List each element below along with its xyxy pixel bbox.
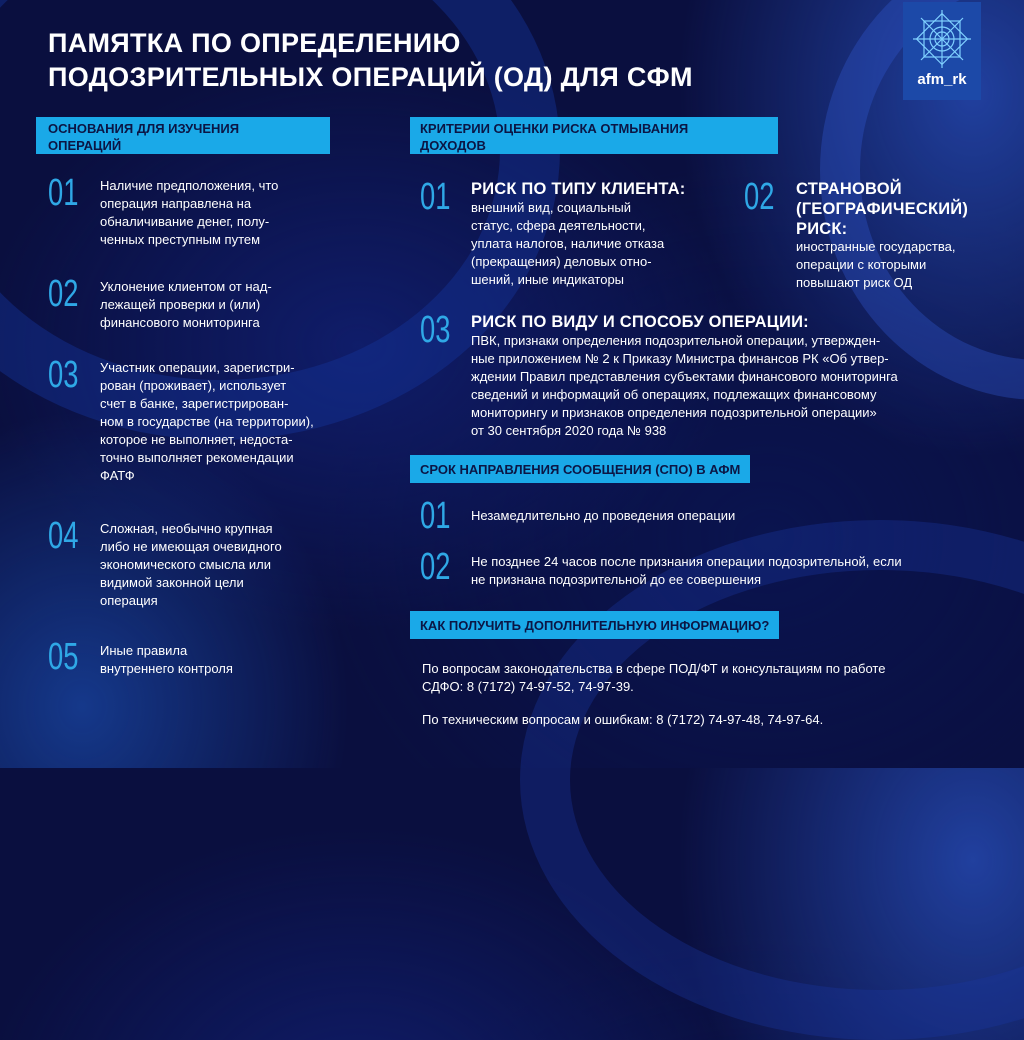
text-line: рован (проживает), использует xyxy=(100,378,287,393)
text-line: статус, сфера деятельности, xyxy=(471,218,646,233)
criteria-risk-title xyxy=(796,179,968,239)
text-line: операция направлена на xyxy=(100,196,252,211)
criteria-risk-text xyxy=(471,332,898,440)
criteria-risk-number: 01 xyxy=(420,176,451,218)
grounds-item-text xyxy=(100,359,314,485)
title-line: РИСК: xyxy=(796,220,848,238)
title-line-1: ПАМЯТКА ПО ОПРЕДЕЛЕНИЮ xyxy=(48,28,461,58)
text-line: счет в банке, зарегистрирован- xyxy=(100,396,289,411)
grounds-item-number: 02 xyxy=(48,273,79,315)
grounds-item-number: 04 xyxy=(48,515,79,557)
deadline-item-text xyxy=(471,507,735,525)
text-line: По вопросам законодательства в сфере ПОД/ФТ и консультациям по работе xyxy=(422,661,886,676)
criteria-header-line-2: ДОХОДОВ xyxy=(410,137,486,154)
text-line: операции с которыми xyxy=(796,257,927,272)
text-line: Незамедлительно до проведения операции xyxy=(471,508,736,523)
deadline-item-number: 02 xyxy=(420,546,451,588)
criteria-risk-number: 02 xyxy=(744,176,775,218)
grounds-item-text xyxy=(100,278,272,332)
criteria-risk-text xyxy=(471,199,664,289)
text-line: видимой законной цели xyxy=(100,575,244,590)
text-line: СДФО: 8 (7172) 74-97-52, 74-97-39. xyxy=(422,679,634,694)
criteria-header xyxy=(410,117,778,154)
deadline-item-number: 01 xyxy=(420,495,451,537)
deadline-header: СРОК НАПРАВЛЕНИЯ СООБЩЕНИЯ (СПО) В АФМ xyxy=(410,455,750,483)
text-line: от 30 сентября 2020 года № 938 xyxy=(471,423,667,438)
text-line: экономического смысла или xyxy=(100,557,271,572)
text-line: По техническим вопросам и ошибкам: 8 (7172) 74-97-48, 74-97-64. xyxy=(422,712,824,727)
text-line: шений, иные индикаторы xyxy=(471,272,625,287)
text-line: Иные правила xyxy=(100,643,188,658)
text-line: операция xyxy=(100,593,158,608)
info-paragraph xyxy=(422,711,823,729)
grounds-item-number: 01 xyxy=(48,172,79,214)
text-line: сведений и информаций об операциях, подлежащих финансовому xyxy=(471,387,877,402)
text-line: иностранные государства, xyxy=(796,239,956,254)
text-line: ПВК, признаки определения подозрительной операции, утвержден- xyxy=(471,333,881,348)
grounds-item-text xyxy=(100,520,282,610)
text-line: Участник операции, зарегистри- xyxy=(100,360,295,375)
text-line: внешний вид, социальный xyxy=(471,200,631,215)
grounds-header-line-2: ОПЕРАЦИЙ xyxy=(36,137,121,154)
info-header: КАК ПОЛУЧИТЬ ДОПОЛНИТЕЛЬНУЮ ИНФОРМАЦИЮ? xyxy=(410,611,779,639)
grounds-item-text xyxy=(100,177,278,249)
deadline-item-text xyxy=(471,553,902,589)
criteria-header-line-1: КРИТЕРИИ ОЦЕНКИ РИСКА ОТМЫВАНИЯ xyxy=(420,121,689,136)
criteria-risk-number: 03 xyxy=(420,309,451,351)
logo xyxy=(903,2,981,100)
text-line: Уклонение клиентом от над- xyxy=(100,279,272,294)
text-line: ном в государстве (на территории), xyxy=(100,414,314,429)
grounds-header-line-1: ОСНОВАНИЯ ДЛЯ ИЗУЧЕНИЯ xyxy=(48,121,240,136)
page-title xyxy=(48,26,693,94)
text-line: Не позднее 24 часов после признания операции подозрительной, если xyxy=(471,554,902,569)
criteria-risk-title: РИСК ПО ТИПУ КЛИЕНТА: xyxy=(471,180,686,198)
text-line: внутреннего контроля xyxy=(100,661,233,676)
text-line: уплата налогов, наличие отказа xyxy=(471,236,665,251)
info-paragraph xyxy=(422,660,885,696)
text-line: (прекращения) деловых отно- xyxy=(471,254,652,269)
text-line: либо не имеющая очевидного xyxy=(100,539,282,554)
grounds-item-number: 05 xyxy=(48,636,79,678)
criteria-risk-title: РИСК ПО ВИДУ И СПОСОБУ ОПЕРАЦИИ: xyxy=(471,313,809,331)
text-line: не признана подозрительной до ее совершения xyxy=(471,572,762,587)
title-line: СТРАНОВОЙ xyxy=(796,180,902,198)
title-line: (ГЕОГРАФИЧЕСКИЙ) xyxy=(796,200,969,218)
grounds-item-number: 03 xyxy=(48,354,79,396)
text-line: точно выполняет рекомендации xyxy=(100,450,294,465)
text-line: Наличие предположения, что xyxy=(100,178,279,193)
text-line: которое не выполняет, недоста- xyxy=(100,432,293,447)
grounds-header xyxy=(36,117,330,154)
text-line: ждении Правил представления субъектами финансового мониторинга xyxy=(471,369,898,384)
grounds-item-text xyxy=(100,642,233,678)
text-line: повышают риск ОД xyxy=(796,275,913,290)
text-line: ченных преступным путем xyxy=(100,232,261,247)
afm-emblem-icon xyxy=(911,8,973,70)
text-line: обналичивание денег, полу- xyxy=(100,214,270,229)
title-line-2: ПОДОЗРИТЕЛЬНЫХ ОПЕРАЦИЙ (ОД) ДЛЯ СФМ xyxy=(48,62,693,92)
background-swirl xyxy=(520,520,1024,1040)
text-line: лежащей проверки и (или) xyxy=(100,297,261,312)
text-line: мониторингу и признаков определения подозрительной операции» xyxy=(471,405,877,420)
criteria-risk-text xyxy=(796,238,956,292)
text-line: ФАТФ xyxy=(100,468,135,483)
text-line: финансового мониторинга xyxy=(100,315,260,330)
logo-text: afm_rk xyxy=(917,71,967,88)
text-line: ные приложением № 2 к Приказу Министра финансов РК «Об утвер- xyxy=(471,351,889,366)
text-line: Сложная, необычно крупная xyxy=(100,521,273,536)
